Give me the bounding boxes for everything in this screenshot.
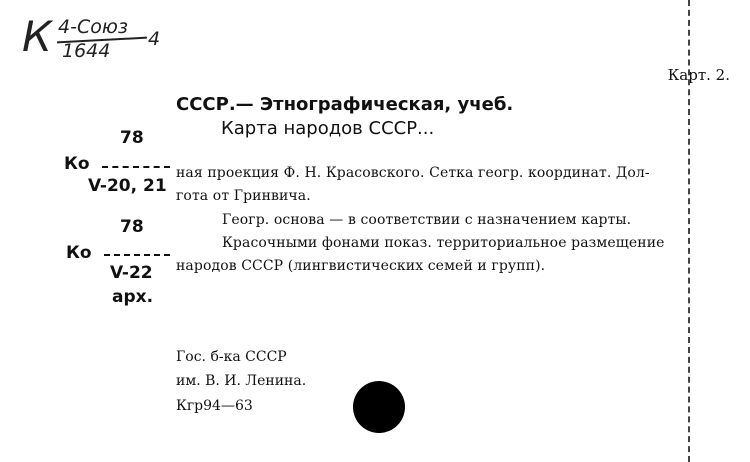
shelfmark-prefix: Ко	[66, 243, 92, 263]
body-line: Красочными фонами показ. территориальное размещение	[222, 235, 665, 251]
body-line: Геогр. основа — в соответствии с назначением карты.	[222, 212, 632, 228]
handwritten-numerator: 4-Союз	[58, 16, 128, 38]
body-line: народов СССР (лингвистических семей и групп).	[176, 258, 546, 274]
body-line: ная проекция Ф. Н. Красовского. Сетка геогр. координат. Дол-	[176, 165, 650, 181]
shelfmark-denominator: V-20, 21	[88, 176, 167, 196]
shelfmark-fraction-line	[102, 166, 170, 168]
handwritten-denominator: 1644	[62, 40, 111, 62]
shelfmark-numerator: 78	[120, 217, 144, 237]
punch-hole	[353, 381, 405, 433]
card-number: Карт. 2.	[667, 66, 730, 84]
handwritten-suffix: 4	[148, 28, 161, 50]
library-line: им. В. И. Ленина.	[176, 373, 307, 389]
shelfmark-denominator: V-22	[110, 263, 153, 283]
library-line: Гос. б-ка СССР	[176, 349, 287, 365]
shelfmark-fraction-line	[104, 254, 170, 256]
shelfmark-numerator: 78	[120, 128, 144, 148]
body-line: гота от Гринвича.	[176, 188, 311, 204]
shelfmark-prefix: Ко	[64, 154, 90, 174]
card-subtitle: Карта народов СССР...	[221, 118, 435, 139]
handwritten-letter: К	[22, 12, 52, 61]
card-edge-line	[688, 0, 690, 462]
library-line: Кгр94—63	[176, 398, 253, 414]
card-title: СССР.— Этнографическая, учеб.	[176, 94, 514, 115]
shelfmark-extra: арх.	[112, 287, 154, 307]
